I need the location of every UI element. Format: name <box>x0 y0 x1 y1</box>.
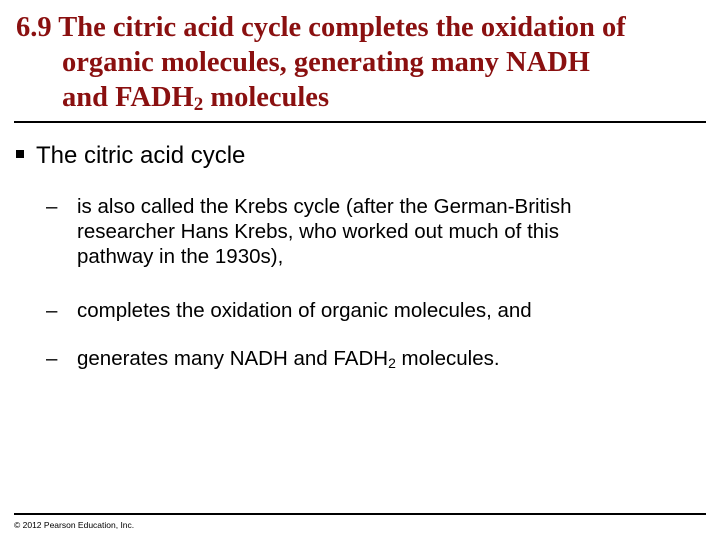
sub-bullet-2-text: completes the oxidation of organic molecules, and <box>77 299 532 322</box>
main-bullet <box>16 141 245 171</box>
sub-bullet-1-line-3: pathway in the 1930s), <box>77 245 284 268</box>
dash-bullet-icon: – <box>46 195 58 218</box>
sub-bullet-1 <box>46 194 571 269</box>
sub-bullet-3-prefix: generates many NADH and FADH <box>77 347 389 370</box>
title-divider <box>14 121 706 123</box>
square-bullet-icon <box>16 150 24 158</box>
title-line-1: 6.9 The citric acid cycle completes the oxidation of <box>16 12 626 43</box>
title-line-3-suffix: molecules <box>203 82 330 113</box>
title-line-2: organic molecules, generating many NADH <box>62 47 590 78</box>
sub-bullet-1-line-1: is also called the Krebs cycle (after the German-British <box>77 195 572 218</box>
dash-bullet-icon: – <box>46 347 58 370</box>
title-line-3 <box>16 80 716 115</box>
title-subscript: 2 <box>193 94 204 115</box>
sub-bullet-3-suffix: molecules. <box>395 347 500 370</box>
footer-divider <box>14 513 706 515</box>
title-line-3-prefix: and FADH <box>62 82 194 113</box>
sub-bullet-1-line-2: researcher Hans Krebs, who worked out much of this <box>77 220 559 243</box>
sub-bullet-3-subscript: 2 <box>388 355 396 371</box>
sub-bullet-2 <box>46 298 532 323</box>
sub-bullet-3-text <box>46 346 500 371</box>
slide-title <box>16 10 716 115</box>
dash-bullet-icon: – <box>46 299 58 322</box>
main-bullet-text: The citric acid cycle <box>36 142 246 169</box>
sub-bullet-3 <box>46 346 500 371</box>
copyright-notice: © 2012 Pearson Education, Inc. <box>14 520 135 530</box>
